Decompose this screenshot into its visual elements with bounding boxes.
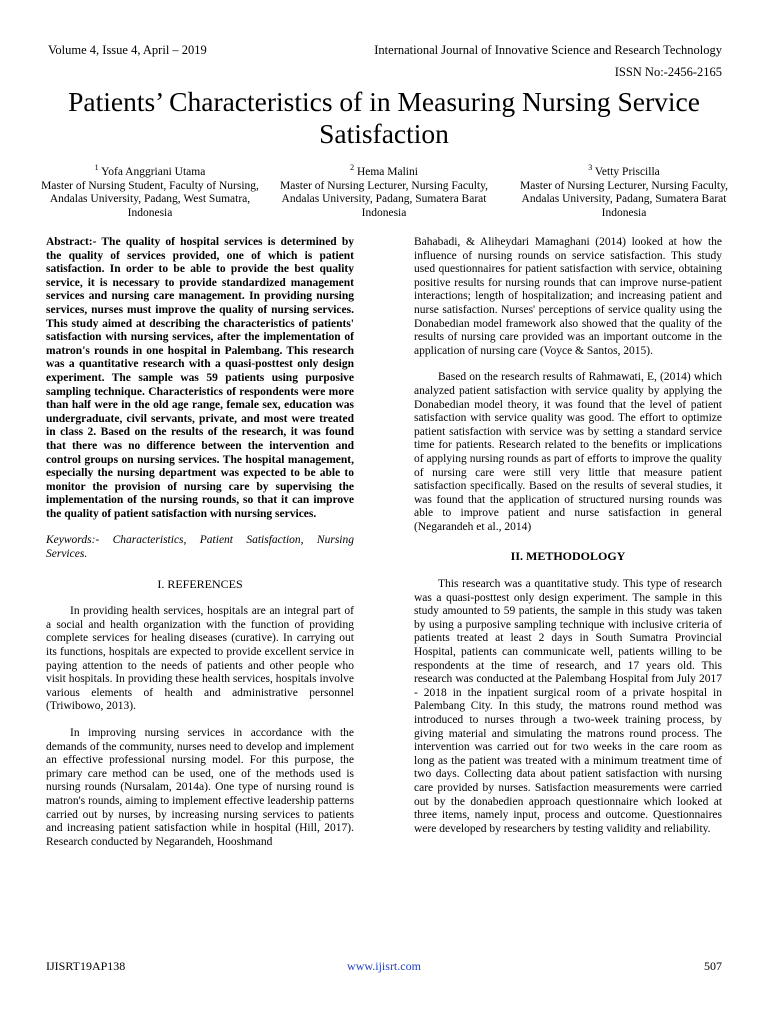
author-2 bbox=[274, 163, 494, 220]
right-paragraph-2: Based on the research results of Rahmawati, E, (2014) which analyzed patient satisfaction with service quality by applying the Donabedian model theory, it was found that the level of patient satisfaction with service quality was good. The effort to optimize patient satisfaction with service was by setting a standard service time for patients. Research related to the benefits or implications of applying nursing rounds as part of efforts to improve the quality of nursing care were still very little that measure patient satisfaction specifically. Based on the results of several studies, it was found that the application of structured nursing rounds was able to improve patient and nurse satisfaction in general (Negarandeh et al., 2014) bbox=[414, 371, 722, 533]
author-3-affiliation: Master of Nursing Lecturer, Nursing Faculty, Andalas University, Padang, Sumatera Barat Indonesia bbox=[520, 179, 728, 219]
references-paragraph-2: In improving nursing services in accordance with the demands of the community, nurses need to develop and implement an effective professional nursing model. For this purpose, the primary care method can be used, one of the methods used is nursing rounds (Nursalam, 2014a). One type of nursing round is matron's rounds, aiming to implement effective leadership patterns carried out by nurses, by increasing nursing services to patients and increasing patient satisfaction while in hospital (Hill, 2017). Research conducted by Negarandeh, Hooshmand bbox=[46, 727, 354, 848]
author-2-number: 2 bbox=[350, 163, 355, 173]
keywords bbox=[46, 534, 354, 561]
keywords-label: Keywords bbox=[46, 534, 92, 547]
section-methodology-heading: II. METHODOLOGY bbox=[510, 549, 626, 564]
issn-number: ISSN No:-2456-2165 bbox=[614, 65, 722, 79]
article-code: IJISRT19AP138 bbox=[46, 959, 126, 973]
author-1 bbox=[40, 163, 260, 220]
left-column bbox=[46, 236, 354, 849]
author-3-number: 3 bbox=[588, 163, 593, 173]
author-1-number: 1 bbox=[94, 163, 99, 173]
author-3-name: Vetty Priscilla bbox=[594, 166, 660, 178]
keywords-text: :- Characteristics, Patient Satisfaction, Nursing Services. bbox=[46, 534, 354, 561]
volume-info: Volume 4, Issue 4, April – 2019 bbox=[48, 43, 207, 57]
author-3 bbox=[514, 163, 734, 220]
section-references-heading: I. REFERENCES bbox=[157, 576, 243, 591]
author-1-name: Yofa Anggriani Utama bbox=[101, 166, 206, 178]
author-2-name: Hema Malini bbox=[356, 166, 418, 178]
abstract: Abstract:- The quality of hospital services is determined by the quality of services provided, one of which is patient satisfaction. In order to be able to provide the best quality service, it is necessary to provide standardized management services and nursing care management. In providing nursing services, nurses must improve the quality of nursing services. This study aimed at describing the characteristics of patients' satisfaction with nursing services, after the implementation of matron's rounds in one hospital in Palembang. This research was a quantitative research with a quasi-posttest only design experiment. The sample was 59 patients using purposive sampling technique. Characteristics of respondents were more than half were in the old age range, female sex, education was undergraduate, civil servants, private, and most were treated in class 2. Based on the results of the research, it was found that there was no difference between the intervention and control groups on nursing services. The hospital management, especially the nursing department was expected to be able to monitor the provision of nursing care by supervising the implementation of the nursing rounds, so that it can improve the quality of patient satisfaction with nursing services. bbox=[46, 236, 354, 520]
journal-url-link[interactable]: www.ijisrt.com bbox=[347, 959, 421, 973]
paper-title: Patients’ Characteristics of in Measuring Nursing Service Satisfaction bbox=[68, 86, 700, 149]
author-1-affiliation: Master of Nursing Student, Faculty of Nursing, Andalas University, Padang, West Sumatra, Indonesia bbox=[41, 179, 259, 219]
journal-name: International Journal of Innovative Science and Research Technology bbox=[374, 43, 722, 57]
right-paragraph-1: Bahabadi, & Aliheydari Mamaghani (2014) looked at how the influence of nursing rounds on service satisfaction. This study used questionnaires for patient satisfaction with service, obtaining positive results for nursing rounds that can improve nurse-patient interactions; length of hospitalization; and increasing patient and nurse satisfaction. Nurses' perceptions of service quality using the Donabedian model framework also showed that the quality of the results of nursing care provided was an important outcome in the application of nursing care (Voyce & Santos, 2015). bbox=[414, 236, 722, 357]
methodology-paragraph: This research was a quantitative study. This type of research was a quasi-posttest only design experiment. The sample in this study amounted to 59 patients, the sample in this study was taken by using a purposive sampling technique with inclusive criteria of patients treated at least 2 days in South Sumatra Provincial Hospital, patients can communicate well, patients willing to be respondents at the time of research, and 17 years old. This research was conducted at the Palembang Hospital from July 2017 - 2018 in the inpatient surgical room of a private hospital in Palembang City. In this study, the matrons round method was introduced to nurses through a two-week training process, by giving material and simulating the matrons round process. The intervention was carried out for two weeks in the care room as long as the patient was treated with a minimum treatment time of two days. Collecting data about patient satisfaction with nursing care provided by nurses. Satisfaction measurements were carried out by the donabedien approach questionnaire which looked at three items, namely input, process and outcome. Questionnaires were developed by researchers by testing validity and reliability. bbox=[414, 578, 722, 835]
author-2-affiliation: Master of Nursing Lecturer, Nursing Faculty, Andalas University, Padang, Sumatera Barat Indonesia bbox=[280, 179, 488, 219]
right-column bbox=[414, 236, 722, 836]
page-number: 507 bbox=[704, 959, 722, 973]
references-paragraph-1: In providing health services, hospitals are an integral part of a social and health organization with the function of providing complete services for healing diseases (curative). In carrying out its functions, hospitals are expected to provide excellent service in paying attention to the needs of patients and other people who visit hospitals. In providing these health services, hospitals involve various elements of health and administrative personnel (Triwibowo, 2013). bbox=[46, 605, 354, 713]
